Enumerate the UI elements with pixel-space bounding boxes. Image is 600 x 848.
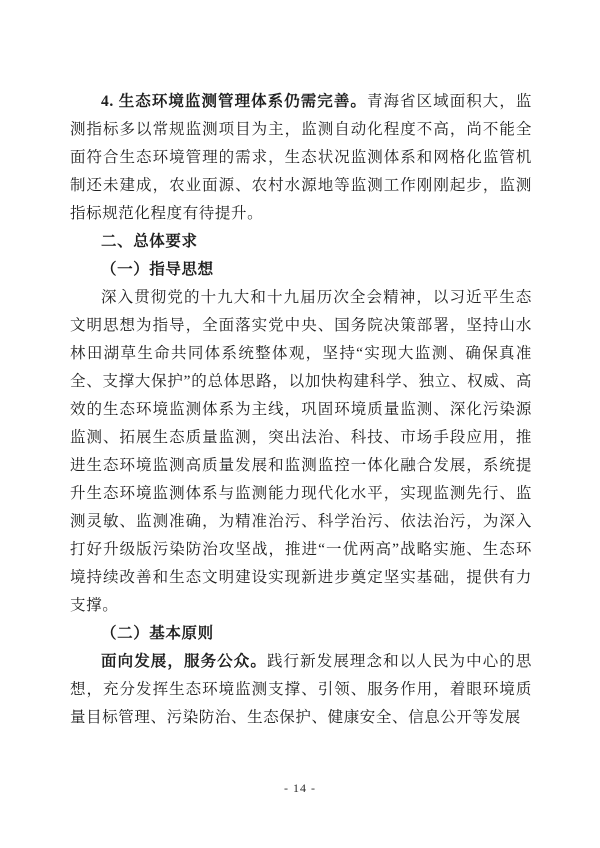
paragraph-monitoring-system: [70, 88, 532, 228]
paragraph-lead: 面向发展，服务公众。: [101, 653, 267, 670]
paragraph-text: 青海省区域面积大，监测指标多以常规监测项目为主，监测自动化程度不高，尚不能全面符合生态环境管理的需求，生态状况监测体系和网格化监管机制还未建成，农业面源、农村水源地等监测工作刚刚起步，监测指标规范化程度有待提升。: [70, 93, 532, 222]
paragraph-basic-principles: [70, 648, 532, 732]
paragraph-guiding-ideology: 深入贯彻党的十九大和十九届历次全会精神，以习近平生态文明思想为指导，全面落实党中央、国务院决策部署，坚持山水林田湖草生命共同体系统整体观，坚持“实现大监测、确保真准全、支撑大保护”的总体思路，以加快构建科学、独立、权威、高效的生态环境监测体系为主线，巩固环境质量监测、深化污染源监测、拓展生态质量监测，突出法治、科技、市场手段应用，推进生态环境监测高质量发展和监测监控一体化融合发展，系统提升生态环境监测体系与监测能力现代化水平，实现监测先行、监测灵敏、监测准确，为精准治污、科学治污、依法治污，为深入打好升级版污染防治攻坚战，推进“一优两高”战略实施、生态环境持续改善和生态文明建设实现新进步奠定坚实基础，提供有力支撑。: [70, 289, 532, 614]
document-content: [70, 88, 532, 732]
section-heading-overall-requirements: 二、总体要求: [101, 233, 198, 250]
subsection-heading-guiding-ideology: （一）指导思想: [101, 261, 214, 278]
paragraph-lead: 4. 生态环境监测管理体系仍需完善。: [101, 93, 367, 110]
paragraph-text: 践行新发展理念和以人民为中心的思想，充分发挥生态环境监测支撑、引领、服务作用，着眼环境质量目标管理、污染防治、生态保护、健康安全、信息公开等发展: [70, 653, 532, 726]
subsection-heading-basic-principles: （二）基本原则: [101, 625, 214, 642]
page-number: - 14 -: [284, 781, 316, 795]
